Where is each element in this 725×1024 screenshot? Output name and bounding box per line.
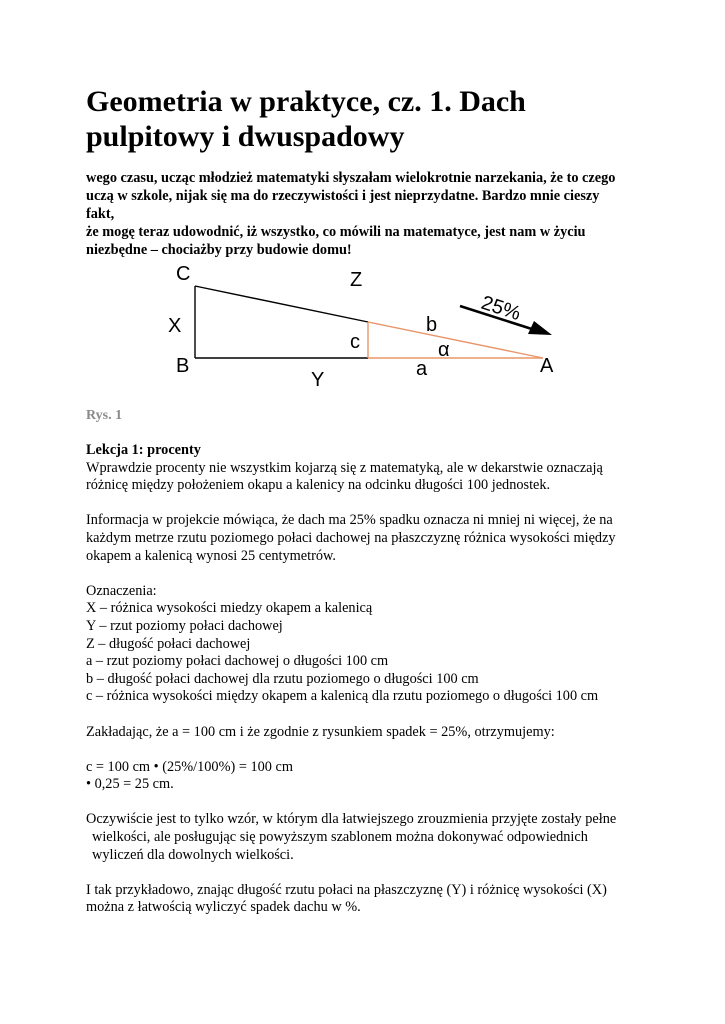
- label-y: Y: [311, 369, 325, 390]
- label-b-vertex: B: [176, 355, 190, 377]
- intro-line: że mogę teraz udowodnić, iż wszystko, co mówili na matematyce, jest nam w życiu: [86, 224, 586, 240]
- intro-paragraph: [86, 169, 646, 259]
- body-text: [86, 442, 646, 917]
- formula-line: • 0,25 = 25 cm.: [86, 776, 174, 793]
- roof-triangle-figure: [160, 258, 580, 390]
- label-a-vertex: A: [540, 355, 554, 377]
- notation-item: a – rzut poziomy połaci dachowej o długości 100 cm: [86, 653, 389, 670]
- paragraph-line: można z łatwością wyliczyć spadek dachu w %.: [86, 899, 361, 916]
- label-c-vertex: C: [176, 263, 191, 285]
- paragraph-line: Informacja w projekcie mówiąca, że dach ma 25% spadku oznacza ni mniej ni więcej, że na: [86, 512, 613, 529]
- notation-item: c – różnica wysokości między okapem a kalenicą dla rzutu poziomego o długości 100 cm: [86, 688, 599, 705]
- paragraph-gap: [86, 864, 646, 882]
- label-x: X: [168, 315, 182, 337]
- side-z-line: [195, 286, 368, 322]
- intro-line: wego czasu, ucząc młodzież matematyki słyszałam wielokrotnie narzekania, że to czego: [86, 170, 616, 186]
- paragraph-gap: [86, 495, 646, 513]
- paragraph-line: wielkości, ale posługując się powyższym szablonem można dokonywać odpowiednich: [92, 829, 588, 846]
- lesson-title: Lekcja 1: procenty: [86, 442, 201, 458]
- notation-item: Y – rzut poziomy połaci dachowej: [86, 617, 283, 634]
- notation-item: Z – długość połaci dachowej: [86, 635, 251, 652]
- paragraph-line: Oczywiście jest to tylko wzór, w którym dla łatwiejszego zrouzmienia przyjęte zostały pełne: [86, 811, 617, 828]
- roof-triangle-diagram: [160, 258, 580, 390]
- intro-line: fakt,: [86, 206, 115, 222]
- label-b-side: b: [426, 314, 438, 336]
- page-title: Geometria w praktyce, cz. 1. Dach pulpitowy i dwuspadowy: [86, 85, 526, 153]
- assumption-line: Zakładając, że a = 100 cm i że zgodnie z rysunkiem spadek = 25%, otrzymujemy:: [86, 723, 555, 740]
- notation-item: X – różnica wysokości miedzy okapem a kalenicą: [86, 600, 373, 617]
- formula-line: c = 100 cm • (25%/100%) = 100 cm: [86, 758, 293, 775]
- label-slope-percent: 25%: [478, 291, 524, 326]
- side-b-line: [368, 322, 543, 358]
- notation-title: Oznaczenia:: [86, 582, 157, 599]
- paragraph-line: okapem a kalenicą wynosi 25 centymetrów.: [86, 547, 336, 564]
- intro-line: niezbędne – chociażby przy budowie domu!: [86, 242, 352, 258]
- label-c-side: c: [350, 331, 360, 353]
- paragraph-gap: [86, 706, 646, 724]
- label-alpha: α: [438, 339, 450, 361]
- slope-arrow-head: [528, 321, 552, 335]
- intro-line: uczą w szkole, nijak się ma do rzeczywistości i jest nieprzydatne. Bardzo mnie cieszy: [86, 188, 600, 204]
- notation-item: b – długość połaci dachowej dla rzutu poziomego o długości 100 cm: [86, 670, 479, 687]
- paragraph-line: każdym metrze rzutu poziomego połaci dachowej na płaszczyznę różnica wysokości między: [86, 529, 616, 546]
- figure-caption: Rys. 1: [86, 408, 123, 423]
- paragraph-line: I tak przykładowo, znając długość rzutu połaci na płaszczyznę (Y) i różnicę wysokości (X): [86, 881, 607, 898]
- paragraph-gap: [86, 794, 646, 812]
- label-a-side: a: [416, 358, 428, 380]
- paragraph-line: wyliczeń dla dowolnych wielkości.: [92, 846, 294, 863]
- paragraph-line: Wprawdzie procenty nie wszystkim kojarzą się z matematyką, ale w dekarstwie oznaczają: [86, 459, 603, 476]
- paragraph-line: różnicę między położeniem okapu a kalenicy na odcinku długości 100 jednostek.: [86, 477, 551, 494]
- label-z: Z: [350, 269, 363, 291]
- paragraph-gap: [86, 565, 646, 583]
- paragraph-gap: [86, 741, 646, 759]
